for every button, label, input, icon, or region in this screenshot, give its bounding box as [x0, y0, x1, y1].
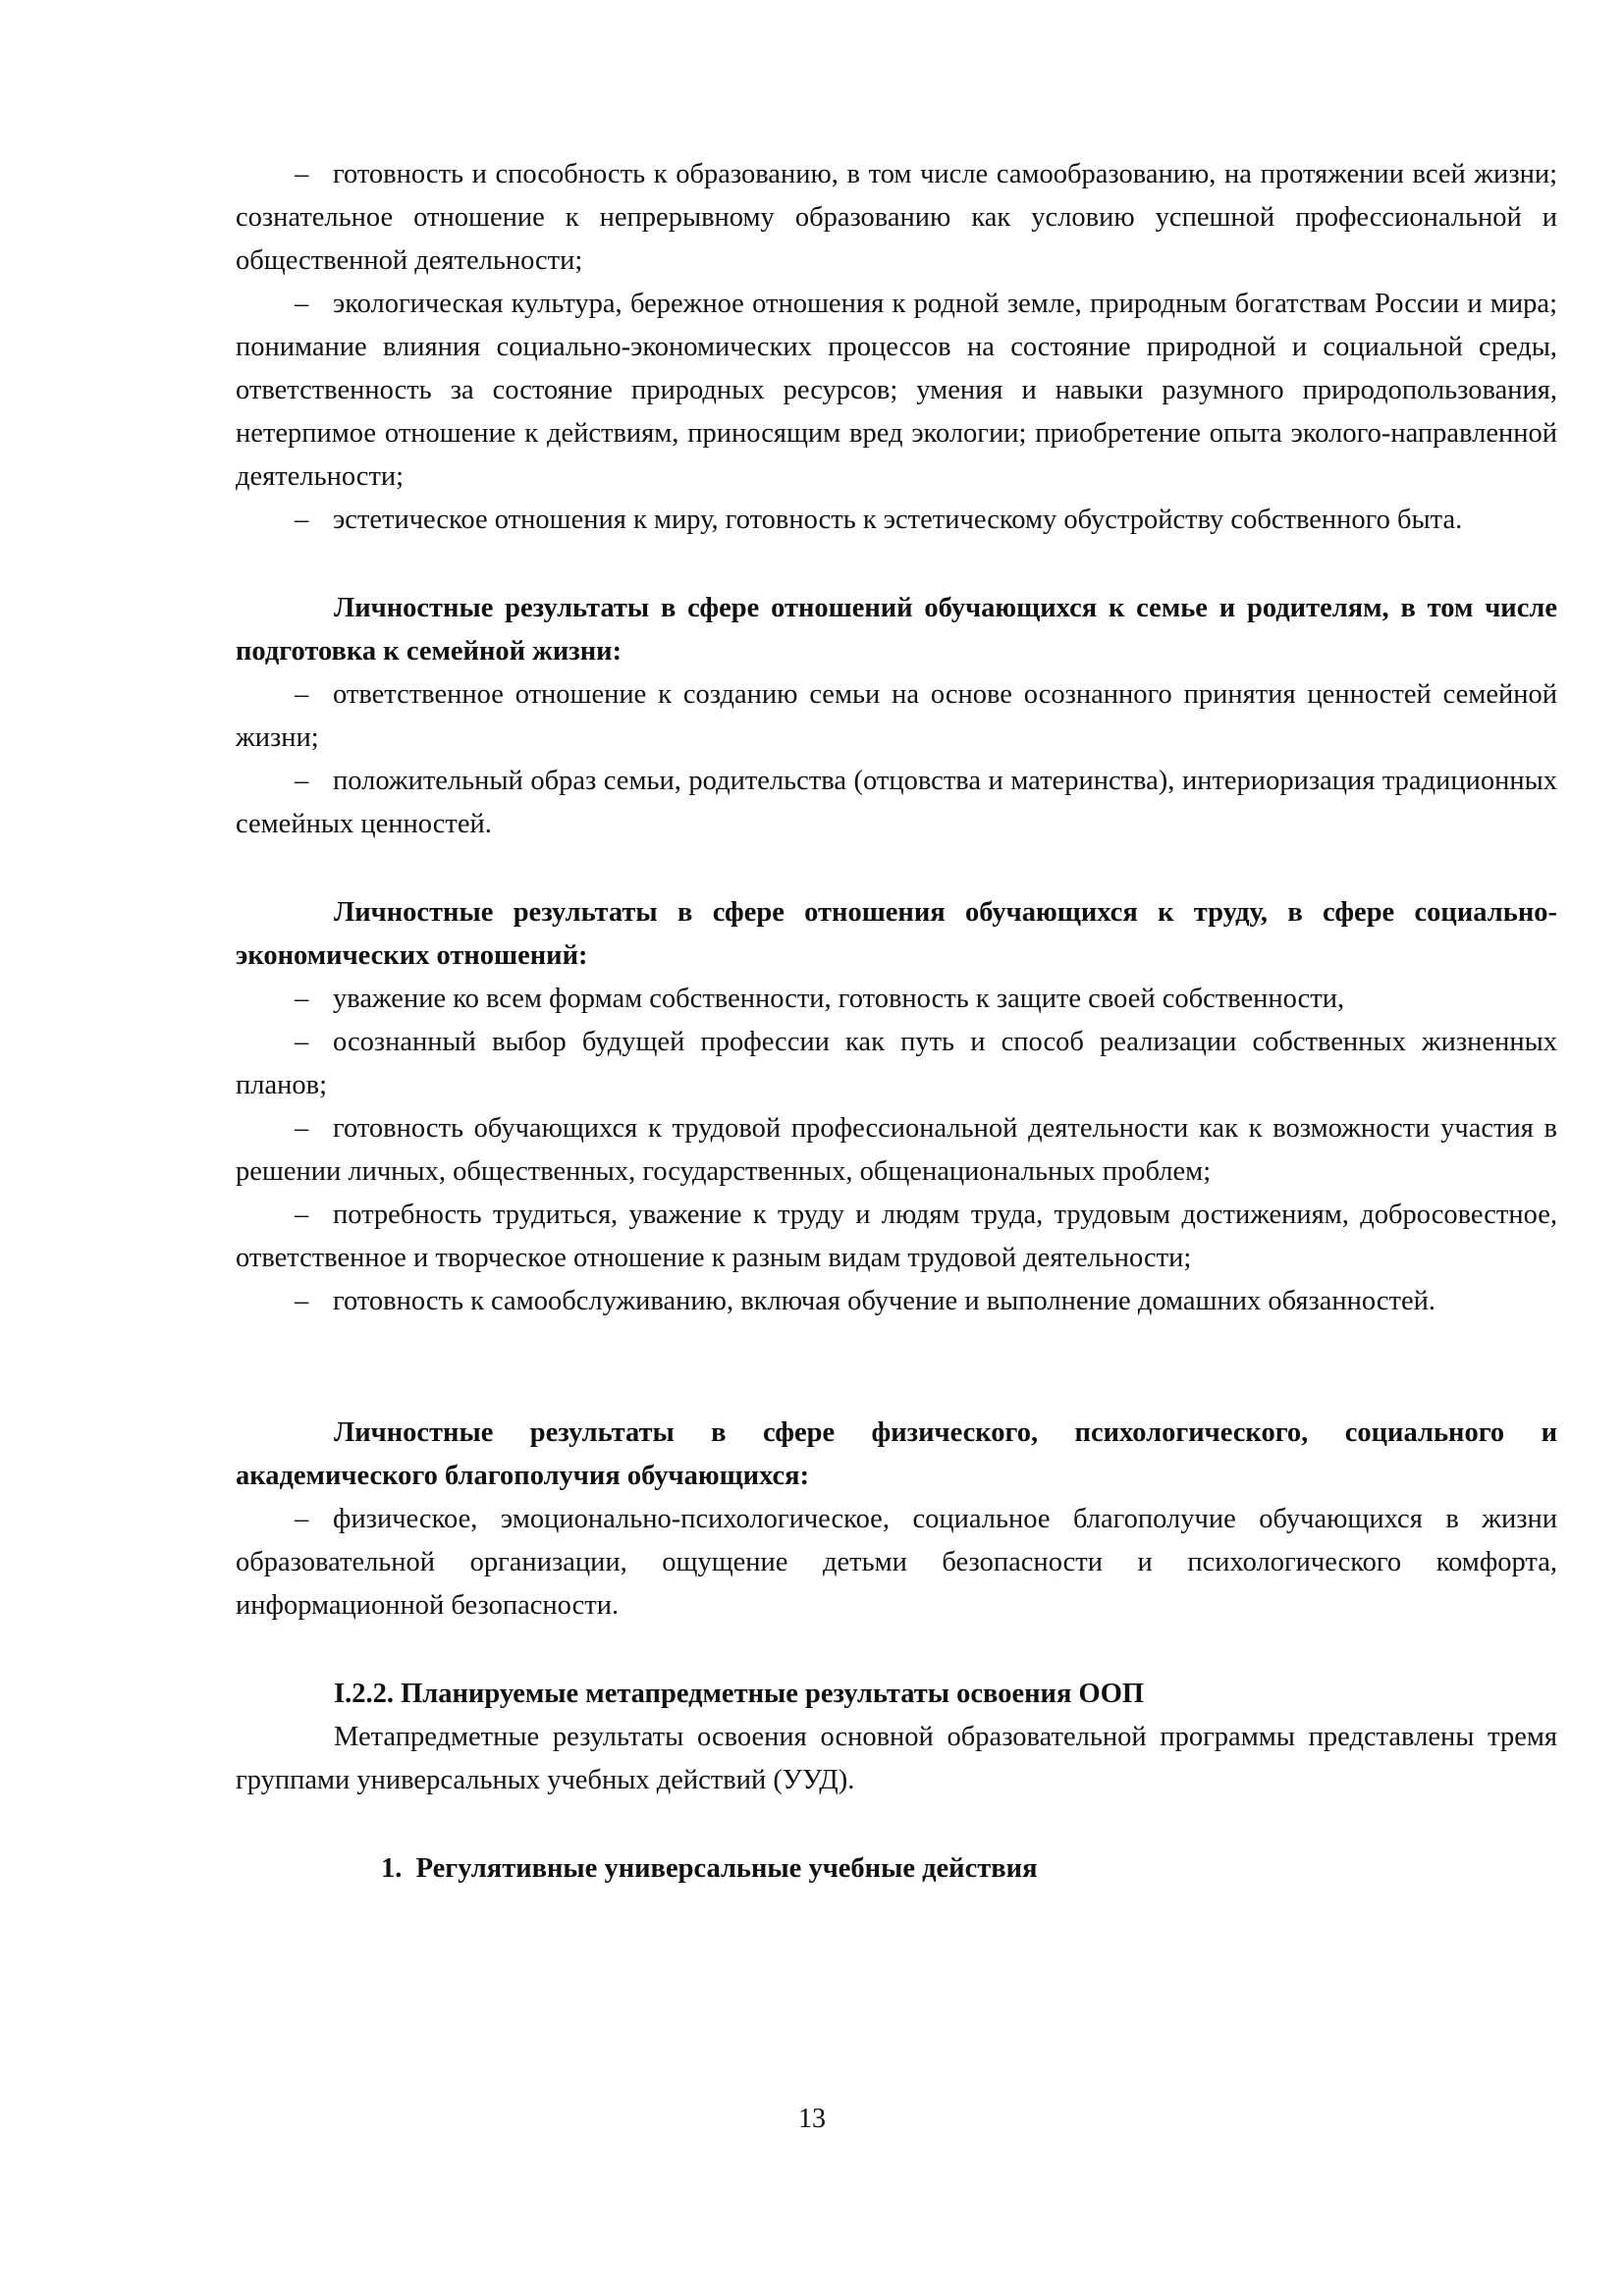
list-heading-text: Регулятивные универсальные учебные действия [415, 1853, 1038, 1884]
list-item: – ответственное отношение к созданию семьи на основе осознанного принятия ценностей семейной жизни; [236, 673, 1557, 760]
section-heading-labor: Личностные результаты в сфере отношения обучающихся к труду, в сфере социально-экономических отношений: [236, 897, 1557, 971]
dash-marker: – [295, 984, 309, 1014]
dash-marker: – [295, 1504, 309, 1534]
meta-paragraph: Метапредметные результаты освоения основной образовательной программы представлены тремя группами универсальных учебных действий (УУД). [236, 1722, 1557, 1795]
dash-marker: – [295, 1286, 309, 1316]
list-item: – готовность обучающихся к трудовой профессиональной деятельности как к возможности участия в решении личных, общественных, государственных, общенациональных проблем; [236, 1107, 1557, 1194]
dash-marker: – [295, 1200, 309, 1230]
dash-marker: – [295, 679, 309, 710]
page-number: 13 [798, 2104, 826, 2134]
dash-marker: – [295, 1027, 309, 1057]
list-item: – уважение ко всем формам собственности, готовность к защите своей собственности, [236, 978, 1557, 1021]
dash-marker: – [295, 766, 309, 796]
dash-marker: – [295, 505, 309, 535]
section-heading-family: Личностные результаты в сфере отношений обучающихся к семье и родителям, в том числе подготовка к семейной жизни: [236, 593, 1557, 667]
list-number: 1. [381, 1853, 403, 1884]
list-item: – готовность к самообслуживанию, включая обучение и выполнение домашних обязанностей. [236, 1280, 1557, 1323]
document-body [236, 153, 1557, 1891]
dash-marker: – [295, 159, 309, 189]
list-item: – готовность и способность к образованию, в том числе самообразованию, на протяжении всей жизни; сознательное отношение к непрерывному образованию как условию успешной профессиональной и общественной деятельности; [236, 153, 1557, 283]
numbered-heading [381, 1847, 1557, 1891]
list-item: – осознанный выбор будущей профессии как путь и способ реализации собственных жизненных планов; [236, 1021, 1557, 1107]
section-heading-meta: I.2.2. Планируемые метапредметные результаты освоения ООП [334, 1679, 1145, 1709]
dash-marker: – [295, 1113, 309, 1144]
section-heading-wellbeing: Личностные результаты в сфере физического, психологического, социального и академического благополучия обучающихся: [236, 1417, 1557, 1491]
list-item: – эстетическое отношения к миру, готовность к эстетическому обустройству собственного быта. [236, 499, 1557, 542]
list-item: – положительный образ семьи, родительства (отцовства и материнства), интериоризация традиционных семейных ценностей. [236, 760, 1557, 846]
list-item: – физическое, эмоционально-психологическое, социальное благополучие обучающихся в жизни образовательной организации, ощущение детьми безопасности и психологического комфорта, информационной безопасности. [236, 1498, 1557, 1628]
list-item: – потребность трудиться, уважение к труду и людям труда, трудовым достижениям, добросовестное, ответственное и творческое отношение к разным видам трудовой деятельности; [236, 1194, 1557, 1280]
dash-marker: – [295, 289, 309, 319]
list-item: – экологическая культура, бережное отношения к родной земле, природным богатствам России и мира; понимание влияния социально-экономических процессов на состояние природной и социальной среды, ответственность за состояние природных ресурсов; умения и навыки разумного природопользования, нетерпимое отношение к действиям, приносящим вред экологии; приобретение опыта эколого-направленной деятельности; [236, 283, 1557, 499]
